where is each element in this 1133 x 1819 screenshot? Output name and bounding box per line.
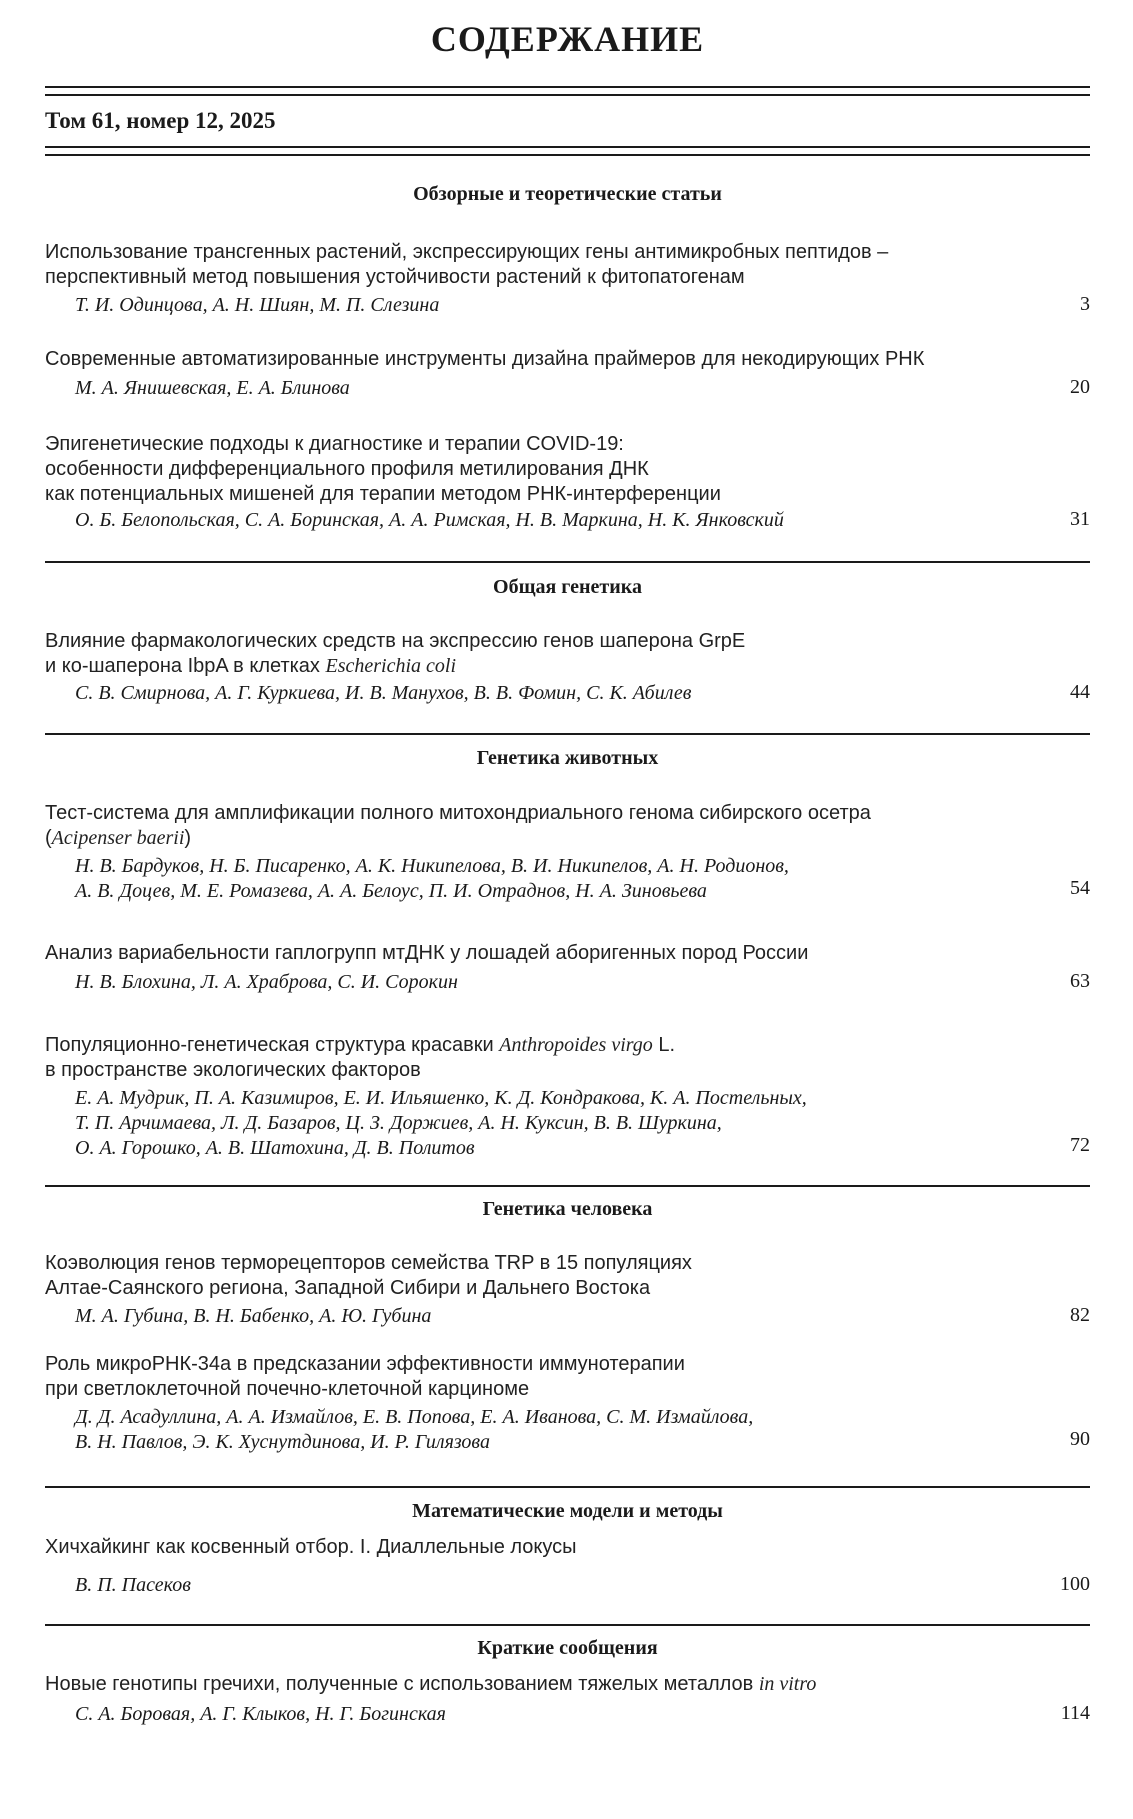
section-divider (45, 561, 1090, 563)
page-number[interactable]: 63 (1070, 970, 1090, 992)
volume-divider (45, 146, 1090, 150)
page-number[interactable]: 100 (1060, 1573, 1090, 1595)
page-number[interactable]: 72 (1070, 1134, 1090, 1156)
page-number[interactable]: 82 (1070, 1304, 1090, 1326)
article-authors: Т. И. Одинцова, А. Н. Шиян, М. П. Слезина (75, 294, 440, 316)
article-title[interactable]: Тест-система для амплификации полного митохондриального генома сибирского осетра (Acipenser baerii) (45, 802, 871, 849)
section-divider (45, 1486, 1090, 1488)
article-title[interactable]: Современные автоматизированные инструменты дизайна праймеров для некодирующих РНК (45, 348, 925, 370)
section-heading: Математические модели и методы (412, 1500, 723, 1522)
article-authors: О. Б. Белопольская, С. А. Боринская, А. А. Римская, Н. В. Маркина, Н. К. Янковский (75, 509, 784, 531)
article-authors: С. А. Боровая, А. Г. Клыков, Н. Г. Богинская (75, 1703, 446, 1725)
article-title[interactable]: Коэволюция генов терморецепторов семейства TRP в 15 популяциях Алтае-Саянского региона, Западной Сибири и Дальнего Востока (45, 1252, 692, 1299)
section-heading: Краткие сообщения (477, 1637, 658, 1659)
article-title[interactable]: Новые генотипы гречихи, полученные с использованием тяжелых металлов in vitro (45, 1673, 817, 1695)
article-title[interactable]: Влияние фармакологических средств на экспрессию генов шаперона GrpE и ко-шаперона IbpA в клетках Escherichia coli (45, 630, 746, 677)
page-number[interactable]: 54 (1070, 877, 1090, 899)
page-number[interactable]: 90 (1070, 1428, 1090, 1450)
page-number[interactable]: 114 (1060, 1702, 1090, 1724)
article-title[interactable]: Использование трансгенных растений, экспрессирующих гены антимикробных пептидов – перспективный метод повышения устойчивости растений к фитопатогенам (45, 241, 889, 288)
section-divider (45, 1185, 1090, 1187)
article-title[interactable]: Эпигенетические подходы к диагностике и терапии COVID-19: особенности дифференциального профиля метилирования ДНК как потенциальных мишеней для терапии методом РНК-интерференции (45, 433, 721, 505)
section-divider (45, 733, 1090, 735)
section-divider (45, 1624, 1090, 1626)
article-title[interactable]: Популяционно-генетическая структура красавки Anthropoides virgo L. в пространстве экологических факторов (45, 1034, 676, 1081)
contents-page (45, 0, 1090, 1819)
page-number[interactable]: 31 (1070, 508, 1090, 530)
page-number[interactable]: 44 (1070, 681, 1090, 703)
article-title[interactable]: Анализ вариабельности гаплогрупп мтДНК у лошадей аборигенных пород России (45, 942, 809, 964)
section-heading: Обзорные и теоретические статьи (413, 183, 722, 205)
page-number[interactable]: 3 (1080, 293, 1090, 315)
section-heading: Общая генетика (493, 576, 642, 598)
article-authors: М. А. Янишевская, Е. А. Блинова (75, 377, 350, 399)
article-title[interactable]: Роль микроРНК-34a в предсказании эффективности иммунотерапии при светлоклеточной почечно-клеточной карциноме (45, 1353, 685, 1400)
section-heading: Генетика человека (482, 1198, 653, 1220)
page-number[interactable]: 20 (1070, 376, 1090, 398)
article-authors: В. П. Пасеков (75, 1574, 191, 1596)
article-authors: Н. В. Бардуков, Н. Б. Писаренко, А. К. Никипелова, В. И. Никипелов, А. Н. Родионов, А. В. Доцев, М. Е. Ромазева, А. А. Белоус, П. И. Отраднов, Н. А. Зиновьева (75, 855, 789, 902)
article-authors: Е. А. Мудрик, П. А. Казимиров, Е. И. Ильяшенко, К. Д. Кондракова, К. А. Постельных, Т. П. Арчимаева, Л. Д. Базаров, Ц. З. Доржиев, А. Н. Куксин, В. В. Шуркина, О. А. Горошко, А. В. Шатохина, Д. В. Политов (75, 1087, 807, 1159)
article-authors: Н. В. Блохина, Л. А. Храброва, С. И. Сорокин (75, 971, 458, 993)
page-title: СОДЕРЖАНИЕ (430, 19, 705, 59)
title-divider (45, 86, 1090, 90)
article-title[interactable]: Хичхайкинг как косвенный отбор. I. Диаллельные локусы (45, 1536, 577, 1558)
volume-info: Том 61, номер 12, 2025 (45, 108, 276, 133)
section-heading: Генетика животных (476, 747, 659, 769)
article-authors: С. В. Смирнова, А. Г. Куркиева, И. В. Манухов, В. В. Фомин, С. К. Абилев (75, 682, 692, 704)
article-authors: Д. Д. Асадуллина, А. А. Измайлов, Е. В. Попова, Е. А. Иванова, С. М. Измайлова, В. Н. Павлов, Э. К. Хуснутдинова, И. Р. Гилязова (75, 1406, 754, 1453)
article-authors: М. А. Губина, В. Н. Бабенко, А. Ю. Губина (75, 1305, 432, 1327)
